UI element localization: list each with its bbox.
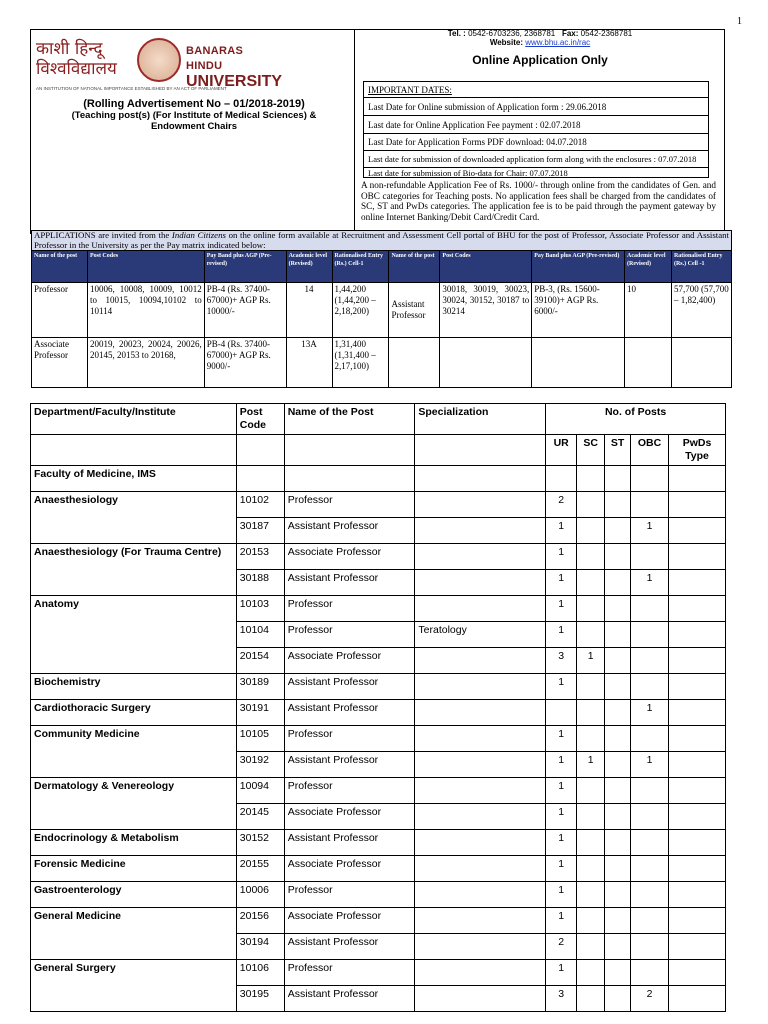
post-name-cell: Assistant Professor (284, 986, 415, 1012)
date-item: Last Date for Online submission of Application form : 29.06.2018 (364, 98, 708, 116)
dept-cell (31, 648, 237, 674)
ur-cell: 3 (546, 648, 577, 674)
tel-label: Tel. : (447, 29, 466, 38)
date-item: Last date for Online Application Fee payment : 02.07.2018 (364, 116, 708, 134)
header-num-posts: No. of Posts (546, 404, 726, 435)
website-link[interactable]: www.bhu.ac.in/rac (525, 38, 591, 47)
post-code-cell: 30189 (236, 674, 284, 700)
ur-cell (546, 700, 577, 726)
ur-cell: 1 (546, 960, 577, 986)
contact-info (355, 29, 725, 47)
advertisement-subtitle-1: (Teaching post(s) (For Institute of Medical Sciences) & (71, 110, 317, 121)
pwds-cell (669, 622, 726, 648)
website-label: Website: (489, 38, 524, 47)
specialization-cell (415, 778, 546, 804)
table-row (31, 622, 726, 648)
specialization-cell (415, 986, 546, 1012)
important-dates-heading: IMPORTANT DATES: (364, 82, 708, 98)
faculty-name: Faculty of Medicine, IMS (31, 466, 237, 492)
fax-label: Fax: (561, 29, 579, 38)
pwds-cell (669, 882, 726, 908)
header-post-name: Name of the Post (284, 404, 415, 435)
tel-value: 0542-6703236, 2368781 (468, 29, 556, 38)
st-cell (605, 700, 631, 726)
post-code-cell: 30152 (236, 830, 284, 856)
st-cell (605, 908, 631, 934)
table-row (31, 882, 726, 908)
st-cell (605, 830, 631, 856)
sc-cell (577, 518, 605, 544)
ur-cell: 1 (546, 674, 577, 700)
obc-cell: 1 (631, 752, 669, 778)
post-code-cell: 10104 (236, 622, 284, 648)
post-code-cell: 30188 (236, 570, 284, 596)
post-name-cell: Associate Professor (284, 544, 415, 570)
obc-cell: 2 (631, 986, 669, 1012)
post-code-cell: 30191 (236, 700, 284, 726)
sc-cell (577, 492, 605, 518)
specialization-cell (415, 518, 546, 544)
table-row (31, 674, 726, 700)
dept-cell (31, 934, 237, 960)
dept-cell: Biochemistry (31, 674, 237, 700)
dept-cell (31, 986, 237, 1012)
specialization-cell (415, 856, 546, 882)
table-row (31, 804, 726, 830)
pwds-cell (669, 908, 726, 934)
specialization-cell (415, 830, 546, 856)
post-code-cell: 20154 (236, 648, 284, 674)
ur-cell: 2 (546, 934, 577, 960)
fee-note: A non-refundable Application Fee of Rs. 1000/- through online from the candidates of Gen. and OBC categories for Teaching posts. No application fees shall be charged from the candidates of SC, ST and PwDs categories. The application fee is to be paid through the payment gateway by online Internet Banking/Debit Card/Credit Card. (361, 180, 716, 222)
table-row (31, 544, 726, 570)
applications-note: APPLICATIONS are invited from the Indian Citizens on the online form available at Recruitment and Assessment Cell portal of BHU for the post of Professor, Associate Professor and Assistant Professor in the University as per the Pay matrix indicated below: (31, 230, 732, 251)
obc-cell (631, 960, 669, 986)
obc-cell (631, 804, 669, 830)
post-name-cell: Associate Professor (284, 804, 415, 830)
table-row (31, 648, 726, 674)
table-row (31, 570, 726, 596)
post-name-cell: Professor (284, 596, 415, 622)
specialization-cell (415, 700, 546, 726)
sc-cell (577, 778, 605, 804)
logo-hindi: काशी हिन्दू विश्वविद्यालय (36, 39, 117, 79)
obc-cell: 1 (631, 518, 669, 544)
post-name-cell: Associate Professor (284, 648, 415, 674)
st-cell (605, 856, 631, 882)
st-cell (605, 492, 631, 518)
post-name-cell: Professor (284, 492, 415, 518)
ur-cell: 1 (546, 596, 577, 622)
ur-cell: 1 (546, 882, 577, 908)
pwds-cell (669, 570, 726, 596)
st-cell (605, 934, 631, 960)
faculty-row (31, 466, 726, 492)
date-item: Last Date for Application Forms PDF download: 04.07.2018 (364, 134, 708, 151)
dept-cell: Community Medicine (31, 726, 237, 752)
pay-table-header: Name of the post Post Codes Pay Band plus AGP (Pre-revised) Academic level (Revised) Rationalised Entry (Rs.) Cell-1 Name of the post Post Codes Pay Band plus AGP (Pre-revised) Academic level (Revised) Rationalised Entry (Rs.) Cell -1 (32, 251, 732, 283)
logo-english: BANARAS HINDU UNIVERSITY (186, 45, 283, 90)
post-code-cell: 10102 (236, 492, 284, 518)
sc-cell (577, 856, 605, 882)
ur-cell: 1 (546, 726, 577, 752)
advertisement-subtitle-2: Endowment Chairs (150, 121, 238, 132)
st-cell (605, 752, 631, 778)
sc-cell (577, 622, 605, 648)
obc-cell (631, 778, 669, 804)
obc-cell (631, 908, 669, 934)
post-name-cell: Assistant Professor (284, 752, 415, 778)
pay-table-row: Professor 10006, 10008, 10009, 10012 to 10015, 10094,10102 to 10114 PB-4 (Rs. 37400-67000)+ AGP Rs. 10000/- 14 1,44,200 (1,44,200 – 2,18,200) Assistant Professor 30018, 30019, 30023, 30024, 30152, 30187 to 30214 PB-3, (Rs. 15600-39100)+ AGP Rs. 6000/- 10 57,700 (57,700 – 1,82,400) (32, 283, 732, 338)
post-code-cell: 30192 (236, 752, 284, 778)
ur-cell: 3 (546, 986, 577, 1012)
pwds-cell (669, 674, 726, 700)
header-sc: SC (577, 435, 605, 466)
posts-header-row (31, 404, 726, 435)
post-name-cell: Assistant Professor (284, 934, 415, 960)
dept-cell (31, 752, 237, 778)
table-row (31, 908, 726, 934)
post-name-cell: Professor (284, 960, 415, 986)
st-cell (605, 622, 631, 648)
dept-cell: Anatomy (31, 596, 237, 622)
ur-cell: 1 (546, 778, 577, 804)
st-cell (605, 986, 631, 1012)
header-ur: UR (546, 435, 577, 466)
sc-cell (577, 544, 605, 570)
advertisement-title: (Rolling Advertisement No – 01/2018-2019) (83, 98, 305, 110)
ur-cell: 1 (546, 544, 577, 570)
table-row (31, 934, 726, 960)
post-name-cell: Assistant Professor (284, 570, 415, 596)
ur-cell: 1 (546, 856, 577, 882)
st-cell (605, 544, 631, 570)
page-number: 1 (737, 16, 742, 27)
sc-cell (577, 960, 605, 986)
header-department: Department/Faculty/Institute (31, 404, 237, 435)
specialization-cell (415, 674, 546, 700)
dept-cell: Anaesthesiology (31, 492, 237, 518)
pay-table-row: Associate Professor 20019, 20023, 20024, 20026, 20145, 20153 to 20168, PB-4 (Rs. 37400-67000)+ AGP Rs. 9000/- 13A 1,31,400 (1,31,400 – 2,17,100) (32, 338, 732, 388)
posts-table (30, 403, 726, 1012)
dept-cell: Anaesthesiology (For Trauma Centre) (31, 544, 237, 570)
pwds-cell (669, 804, 726, 830)
specialization-cell (415, 908, 546, 934)
specialization-cell (415, 882, 546, 908)
dept-cell: Dermatology & Venereology (31, 778, 237, 804)
specialization-cell (415, 960, 546, 986)
obc-cell (631, 934, 669, 960)
post-code-cell: 10105 (236, 726, 284, 752)
obc-cell (631, 882, 669, 908)
specialization-cell (415, 726, 546, 752)
table-row (31, 596, 726, 622)
dept-cell (31, 622, 237, 648)
logo-tagline: AN INSTITUTION OF NATIONAL IMPORTANCE ESTABLISHED BY AN ACT OF PARLIAMENT (36, 86, 227, 91)
header-obc: OBC (631, 435, 669, 466)
sc-cell (577, 986, 605, 1012)
ur-cell: 2 (546, 492, 577, 518)
ur-cell: 1 (546, 830, 577, 856)
post-name-cell: Assistant Professor (284, 700, 415, 726)
table-row (31, 492, 726, 518)
posts-subheader-row (31, 435, 726, 466)
post-code-cell: 10103 (236, 596, 284, 622)
st-cell (605, 960, 631, 986)
obc-cell (631, 726, 669, 752)
pwds-cell (669, 856, 726, 882)
dept-cell: Forensic Medicine (31, 856, 237, 882)
post-code-cell: 30195 (236, 986, 284, 1012)
post-code-cell: 20153 (236, 544, 284, 570)
obc-cell (631, 596, 669, 622)
dept-cell: Endocrinology & Metabolism (31, 830, 237, 856)
university-seal-icon (137, 38, 181, 82)
date-item: Last date for submission of Bio-data for Chair: 07.07.2018 (368, 168, 568, 178)
sc-cell (577, 882, 605, 908)
obc-cell (631, 492, 669, 518)
pwds-cell (669, 700, 726, 726)
dept-cell: General Medicine (31, 908, 237, 934)
specialization-cell (415, 934, 546, 960)
table-row (31, 778, 726, 804)
obc-cell (631, 622, 669, 648)
important-dates-box (363, 81, 709, 178)
post-name-cell: Assistant Professor (284, 830, 415, 856)
pwds-cell (669, 596, 726, 622)
post-code-cell: 10094 (236, 778, 284, 804)
post-code-cell: 10106 (236, 960, 284, 986)
header-pwds: PwDs Type (669, 435, 726, 466)
ur-cell: 1 (546, 752, 577, 778)
pwds-cell (669, 986, 726, 1012)
ur-cell: 1 (546, 622, 577, 648)
pwds-cell (669, 752, 726, 778)
dept-cell: General Surgery (31, 960, 237, 986)
pay-matrix-table (31, 250, 732, 388)
post-code-cell: 30187 (236, 518, 284, 544)
header-specialization: Specialization (415, 404, 546, 435)
st-cell (605, 648, 631, 674)
pwds-cell (669, 960, 726, 986)
specialization-cell (415, 544, 546, 570)
obc-cell: 1 (631, 570, 669, 596)
dept-cell (31, 518, 237, 544)
sc-cell: 1 (577, 752, 605, 778)
table-row (31, 518, 726, 544)
st-cell (605, 778, 631, 804)
pwds-cell (669, 830, 726, 856)
bhu-logo (36, 36, 283, 94)
table-row (31, 752, 726, 778)
pwds-cell (669, 648, 726, 674)
sc-cell (577, 700, 605, 726)
pwds-cell (669, 778, 726, 804)
specialization-cell: Teratology (415, 622, 546, 648)
obc-cell: 1 (631, 700, 669, 726)
pwds-cell (669, 726, 726, 752)
specialization-cell (415, 596, 546, 622)
obc-cell (631, 674, 669, 700)
date-item: Last date for submission of downloaded application form along with the enclosures : 07.07.2018 (364, 151, 708, 168)
table-row (31, 726, 726, 752)
obc-cell (631, 830, 669, 856)
advertisement-title-block (40, 98, 348, 132)
post-code-cell: 20145 (236, 804, 284, 830)
header-st: ST (605, 435, 631, 466)
post-code-cell: 30194 (236, 934, 284, 960)
post-name-cell: Professor (284, 882, 415, 908)
post-name-cell: Associate Professor (284, 908, 415, 934)
post-code-cell: 20155 (236, 856, 284, 882)
st-cell (605, 674, 631, 700)
ur-cell: 1 (546, 518, 577, 544)
ur-cell: 1 (546, 908, 577, 934)
table-row (31, 960, 726, 986)
post-name-cell: Assistant Professor (284, 674, 415, 700)
sc-cell (577, 830, 605, 856)
sc-cell (577, 596, 605, 622)
online-application-only: Online Application Only (472, 53, 608, 67)
dept-cell: Cardiothoracic Surgery (31, 700, 237, 726)
pwds-cell (669, 934, 726, 960)
st-cell (605, 596, 631, 622)
specialization-cell (415, 492, 546, 518)
ur-cell: 1 (546, 570, 577, 596)
post-name-cell: Associate Professor (284, 856, 415, 882)
post-name-cell: Professor (284, 778, 415, 804)
sc-cell (577, 934, 605, 960)
pwds-cell (669, 518, 726, 544)
sc-cell (577, 726, 605, 752)
specialization-cell (415, 752, 546, 778)
sc-cell (577, 804, 605, 830)
sc-cell (577, 570, 605, 596)
post-name-cell: Professor (284, 726, 415, 752)
table-row (31, 856, 726, 882)
table-row (31, 830, 726, 856)
post-code-cell: 20156 (236, 908, 284, 934)
header-post-code: Post Code (236, 404, 284, 435)
pwds-cell (669, 492, 726, 518)
st-cell (605, 518, 631, 544)
dept-cell (31, 804, 237, 830)
sc-cell (577, 674, 605, 700)
post-name-cell: Assistant Professor (284, 518, 415, 544)
obc-cell (631, 856, 669, 882)
st-cell (605, 726, 631, 752)
post-code-cell: 10006 (236, 882, 284, 908)
st-cell (605, 804, 631, 830)
specialization-cell (415, 570, 546, 596)
table-row (31, 986, 726, 1012)
specialization-cell (415, 648, 546, 674)
pwds-cell (669, 544, 726, 570)
fax-value: 0542-2368781 (580, 29, 633, 38)
specialization-cell (415, 804, 546, 830)
table-row (31, 700, 726, 726)
st-cell (605, 570, 631, 596)
st-cell (605, 882, 631, 908)
dept-cell: Gastroenterology (31, 882, 237, 908)
sc-cell: 1 (577, 648, 605, 674)
sc-cell (577, 908, 605, 934)
obc-cell (631, 544, 669, 570)
post-name-cell: Professor (284, 622, 415, 648)
obc-cell (631, 648, 669, 674)
ur-cell: 1 (546, 804, 577, 830)
dept-cell (31, 570, 237, 596)
